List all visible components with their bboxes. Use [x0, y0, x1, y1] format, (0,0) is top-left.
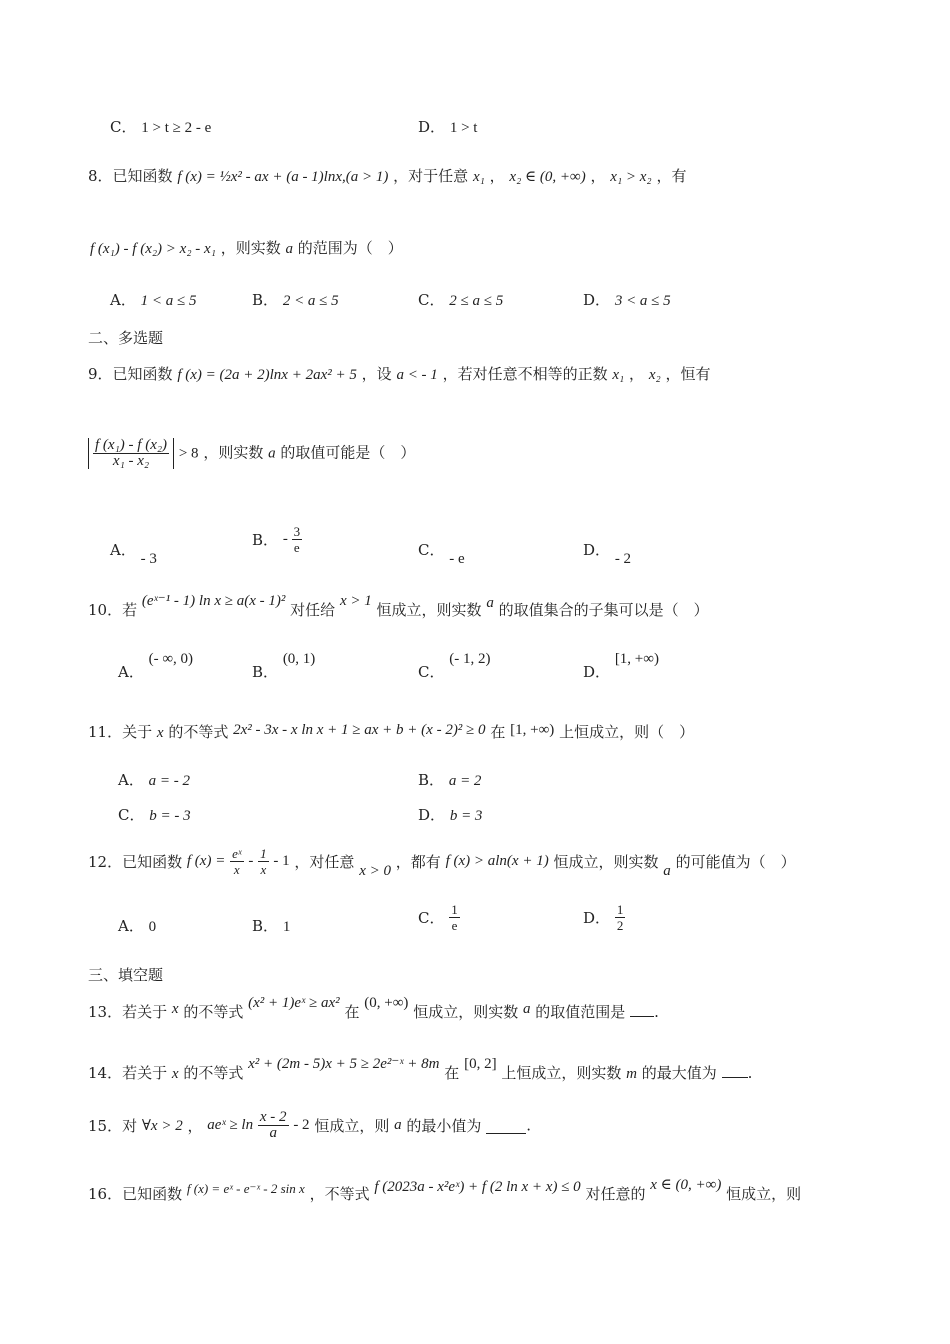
- option-math: 1 > t: [449, 120, 478, 136]
- inequality-left: aeˣ ≥ ln: [207, 1117, 254, 1133]
- question-number: 8．已知函数: [88, 167, 173, 185]
- stem-text: ，都有: [395, 853, 441, 871]
- period: .: [526, 1116, 531, 1135]
- math-var: m: [626, 1066, 637, 1082]
- math-var: a: [522, 1001, 531, 1017]
- math-var: a: [285, 241, 293, 257]
- fraction-denominator: x: [260, 862, 267, 877]
- math-condition: x₁ > x₂: [610, 169, 652, 185]
- option-math: 2 ≤ a ≤ 5: [449, 293, 504, 309]
- q10-option-a: [118, 651, 194, 683]
- option-label: D．: [583, 909, 611, 927]
- math-var: x₁: [612, 367, 625, 383]
- stem-text: ，则实数: [220, 239, 281, 257]
- stem-text: 在: [444, 1064, 460, 1082]
- difference-quotient: [93, 438, 169, 469]
- stem-text: 恒成立，则实数: [553, 853, 659, 871]
- question-number: 11．关于: [88, 723, 153, 741]
- option-label: D．: [583, 541, 611, 559]
- q12-option-d: [583, 902, 625, 933]
- option-math: 1: [282, 919, 291, 935]
- option-label: B．: [252, 291, 279, 309]
- fraction-numerator: f (x₁) - f (x₂): [95, 437, 168, 453]
- option-label: B．: [252, 917, 279, 935]
- function-formula: f (x) = ½x² - ax + (a - 1)lnx,(a > 1): [177, 169, 389, 185]
- math-condition: > 8: [178, 445, 199, 462]
- math-var: x: [171, 1001, 179, 1017]
- option-math: a = 2: [448, 773, 482, 789]
- stem-text: 的不等式: [183, 1003, 244, 1021]
- option-math: [1, +∞): [614, 651, 659, 667]
- fraction-denominator: x: [233, 862, 240, 877]
- fraction-numerator: 1: [260, 846, 267, 861]
- q9-stem-line1: [88, 364, 711, 385]
- q11-stem: [88, 722, 694, 743]
- option-math: 1 < a ≤ 5: [140, 293, 197, 309]
- q8-stem-line2: [90, 238, 403, 259]
- option-label: C．: [418, 909, 445, 927]
- math-var: x: [156, 725, 164, 741]
- math-condition: ∀x > 2: [141, 1118, 183, 1134]
- fraction-numerator: 3: [293, 524, 301, 539]
- math-condition: x > 1: [339, 593, 372, 609]
- q8-stem-line1: [88, 166, 686, 187]
- option-math: b = - 3: [149, 808, 191, 824]
- math-set: x₂ ∈ (0, +∞): [509, 169, 586, 185]
- fraction-denominator: 2: [616, 918, 624, 933]
- inequality: 2x² - 3x - x ln x + 1 ≥ ax + b + (x - 2)² ≥ 0: [233, 722, 486, 738]
- stem-text: 在: [490, 723, 506, 741]
- stem-text: 的不等式: [168, 723, 229, 741]
- q10-option-c: [418, 651, 491, 683]
- option-label: C．: [110, 118, 137, 136]
- function-tail: - 1: [273, 853, 290, 869]
- function-formula: f (x) = eˣ - e⁻ˣ - 2 sin x: [186, 1181, 305, 1196]
- q15-stem: [88, 1110, 531, 1141]
- stem-text: 上恒成立，则实数: [501, 1064, 622, 1082]
- q9-option-b: [252, 524, 302, 555]
- stem-text: ，则实数: [203, 443, 264, 462]
- option-label: C．: [418, 663, 445, 681]
- math-var: a: [486, 595, 494, 611]
- q11-option-b: [418, 770, 481, 791]
- fraction-numerator: eˣ: [232, 846, 242, 861]
- q8-option-d: [583, 290, 671, 311]
- stem-text: ，: [489, 167, 505, 185]
- option-label: A．: [110, 541, 136, 559]
- stem-text: ，有: [656, 167, 687, 185]
- q14-stem: [88, 1056, 753, 1084]
- stem-text: 的最小值为: [406, 1117, 482, 1135]
- option-sign: -: [282, 531, 292, 547]
- inequality-right: - 2: [293, 1117, 310, 1133]
- stem-text: ，不等式: [309, 1185, 370, 1203]
- fraction-numerator: 1: [616, 902, 624, 917]
- stem-text: 恒成立，则实数: [376, 601, 482, 619]
- period: .: [654, 1003, 659, 1021]
- question-number: 9．已知函数: [88, 365, 173, 383]
- absolute-value-bars: [88, 438, 174, 469]
- stem-text: 恒成立，则实数: [413, 1003, 519, 1021]
- option-label: A．: [110, 291, 136, 309]
- q10-option-b: [252, 651, 316, 683]
- q12-stem: [88, 846, 796, 877]
- stem-text: ，: [590, 167, 606, 185]
- stem-text: ，: [629, 365, 645, 383]
- option-label: C．: [418, 291, 445, 309]
- stem-text: ，: [187, 1117, 203, 1135]
- fraction-one-over-x: [258, 846, 269, 877]
- stem-text: 的取值范围是: [535, 1003, 626, 1021]
- q11-option-c: [118, 805, 191, 826]
- stem-text: ，对任意: [294, 853, 355, 871]
- math-interval: x ∈ (0, +∞): [650, 1177, 722, 1193]
- q12-option-c: [418, 902, 460, 933]
- math-interval: (0, +∞): [364, 995, 409, 1011]
- stem-text: 的取值集合的子集可以是（ ）: [498, 601, 709, 619]
- option-label: A．: [118, 917, 144, 935]
- stem-text: ，若对任意不相等的正数: [442, 365, 608, 383]
- math-condition: a < - 1: [396, 367, 438, 383]
- option-math: - 2: [614, 551, 632, 567]
- q12-option-b: [252, 916, 290, 937]
- stem-text: 的最大值为: [641, 1064, 717, 1082]
- question-number: 10．若: [88, 601, 138, 619]
- option-math: (0, 1): [282, 651, 316, 667]
- q9-option-d: [583, 540, 632, 567]
- stem-text: 恒成立，则: [314, 1117, 390, 1135]
- q9-option-a: [110, 540, 157, 567]
- q8-option-c: [418, 290, 503, 311]
- option-math: - e: [449, 551, 465, 567]
- period: .: [747, 1064, 753, 1082]
- fraction-numerator: 1: [451, 902, 458, 917]
- stem-text: 的范围为（ ）: [297, 239, 403, 257]
- option-math: 1 > t ≥ 2 - e: [141, 120, 212, 136]
- minus-sign: -: [248, 853, 254, 869]
- function-formula: f (x) = (2a + 2)lnx + 2ax² + 5: [177, 367, 357, 383]
- stem-text: ，设: [361, 365, 392, 383]
- option-label: B．: [418, 771, 445, 789]
- math-var: a: [663, 863, 671, 879]
- fraction-numerator: x - 2: [259, 1109, 287, 1125]
- option-label: D．: [418, 118, 446, 136]
- q7-option-d: [418, 117, 477, 138]
- answer-blank[interactable]: [486, 1117, 526, 1134]
- inequality: (eˣ⁻¹ - 1) ln x ≥ a(x - 1)²: [141, 593, 286, 609]
- function-lhs: f (x) =: [186, 853, 226, 869]
- inequality: f (x₁) - f (x₂) > x₂ - x₁: [90, 241, 216, 257]
- math-var: x₂: [648, 367, 661, 383]
- option-label: B．: [252, 663, 279, 681]
- answer-blank[interactable]: [722, 1077, 748, 1078]
- question-number: 16．已知函数: [88, 1185, 183, 1203]
- option-label: D．: [418, 806, 446, 824]
- q16-stem: [88, 1177, 802, 1205]
- option-math: - 3: [140, 551, 157, 567]
- option-label: D．: [583, 663, 611, 681]
- math-var: a: [268, 445, 276, 462]
- fraction-denominator: e: [451, 918, 458, 933]
- stem-text: 对任给: [290, 601, 336, 619]
- option-label: A．: [118, 663, 144, 681]
- inequality: f (2023a - x²eˣ) + f (2 ln x + x) ≤ 0: [374, 1179, 581, 1195]
- stem-text: ，对于任意: [393, 167, 469, 185]
- question-number: 15．对: [88, 1117, 138, 1135]
- answer-blank[interactable]: [630, 1016, 654, 1017]
- option-label: B．: [252, 531, 279, 549]
- stem-text: 上恒成立，则（ ）: [559, 723, 695, 741]
- math-var: x: [171, 1066, 179, 1082]
- option-math: 0: [148, 919, 157, 935]
- q11-option-d: [418, 805, 482, 826]
- inequality: x² + (2m - 5)x + 5 ≥ 2e²⁻ˣ + 8m: [248, 1056, 440, 1072]
- option-math: (- 1, 2): [449, 651, 491, 667]
- option-math: 3 < a ≤ 5: [614, 293, 671, 309]
- question-number: 12．已知函数: [88, 853, 183, 871]
- fraction-denominator: x₁ - x₂: [112, 453, 150, 469]
- inequality: (x² + 1)eˣ ≥ ax²: [248, 995, 340, 1011]
- option-label: C．: [418, 541, 445, 559]
- q8-option-a: [110, 290, 196, 311]
- q7-option-c: [110, 117, 211, 138]
- option-fraction: [449, 902, 460, 933]
- q12-option-a: [118, 916, 156, 937]
- math-interval: [0, 2]: [464, 1056, 497, 1072]
- stem-text: 的可能值为（ ）: [675, 853, 796, 871]
- math-condition: x > 0: [359, 863, 391, 879]
- fraction-denominator: e: [293, 540, 300, 555]
- option-fraction: [292, 524, 303, 555]
- option-label: C．: [118, 806, 145, 824]
- q11-option-a: [118, 770, 190, 791]
- stem-text: 的取值可能是（ ）: [280, 443, 416, 462]
- stem-text: 对任意的: [585, 1185, 646, 1203]
- q13-stem: [88, 995, 659, 1023]
- stem-text: ，恒有: [665, 365, 711, 383]
- option-label: D．: [583, 291, 611, 309]
- math-var: a: [394, 1117, 402, 1133]
- q10-option-d: [583, 651, 659, 683]
- q9-stem-line2: [88, 438, 415, 469]
- q8-option-b: [252, 290, 339, 311]
- stem-text: 恒成立，则: [726, 1185, 802, 1203]
- option-math: b = 3: [449, 808, 483, 824]
- option-fraction: [615, 902, 626, 933]
- option-label: A．: [118, 771, 144, 789]
- q10-stem: [88, 593, 709, 621]
- section-heading-multiple-choice: 二、多选题: [88, 329, 164, 347]
- math-var: x₁: [472, 169, 485, 185]
- option-math: 2 < a ≤ 5: [282, 293, 339, 309]
- math-interval: [1, +∞): [510, 722, 555, 738]
- option-math: a = - 2: [148, 773, 190, 789]
- stem-text: 在: [344, 1003, 360, 1021]
- question-number: 14．若关于: [88, 1064, 168, 1082]
- log-argument-fraction: [258, 1110, 289, 1141]
- section-heading-fill-in: 三、填空题: [88, 966, 164, 984]
- option-math: (- ∞, 0): [148, 651, 194, 667]
- stem-text: 的不等式: [183, 1064, 244, 1082]
- question-number: 13．若关于: [88, 1003, 168, 1021]
- inequality: f (x) > aln(x + 1): [445, 853, 549, 869]
- fraction-exp-over-x: [230, 846, 243, 877]
- fraction-denominator: a: [269, 1125, 277, 1141]
- q9-option-c: [418, 540, 465, 567]
